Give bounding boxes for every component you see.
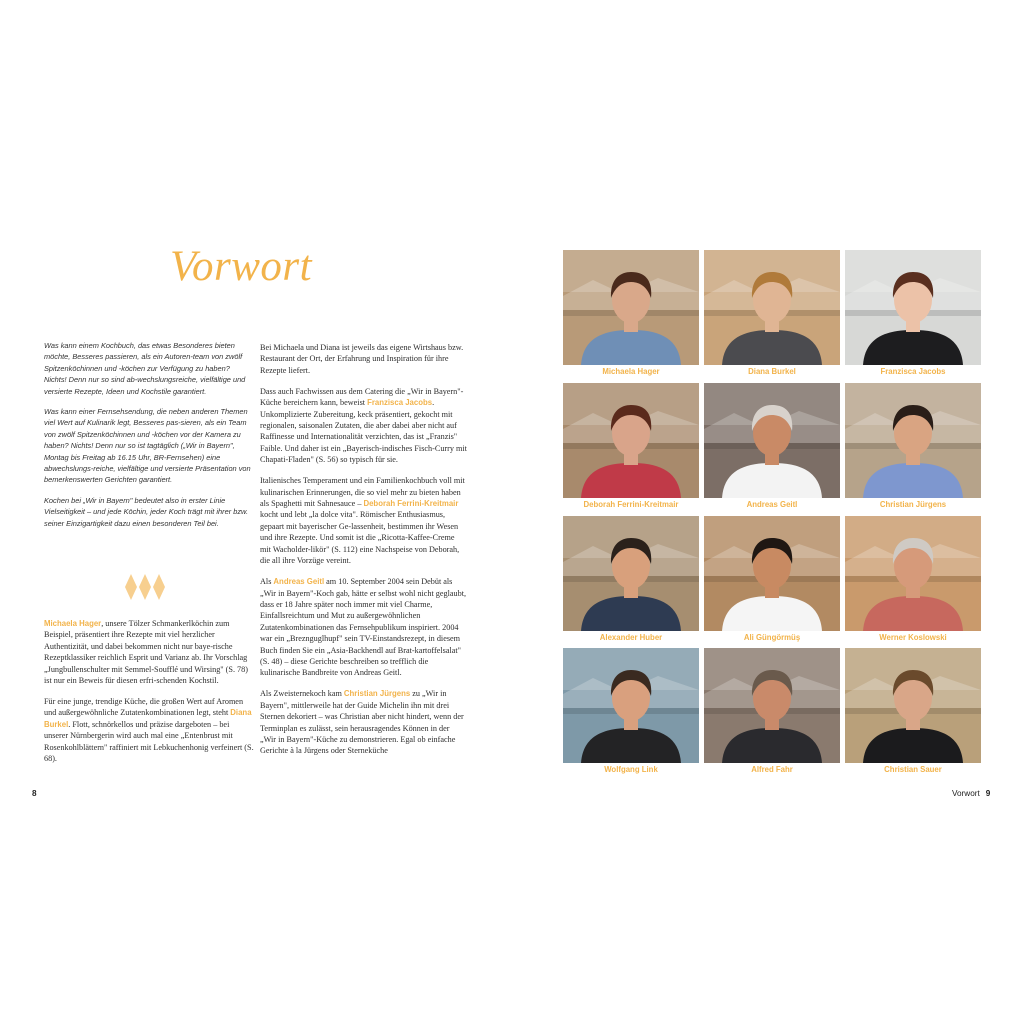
running-footer: [952, 789, 990, 798]
chef-name-highlight: Andreas Geitl: [273, 577, 325, 587]
chef-name-caption: Diana Burkel: [748, 367, 796, 376]
intro-paragraph: Was kann einer Fernsehsendung, die neben anderen Themen viel Wert auf Kulinarik legt, Besseres pas-sieren, als ein Team von zwölf Spitzenköchinnen und -köchen vor der Kamera zu haben? Nichts! Denn nur so ist tagtäglich („Wir in Bayern", Montag bis Freitag ab 16.15 Uhr, BR-Fernsehen) eine abwechslungs-reiche, vielfältige und versierte Präsentation von bemerkenswerten Gerichten garantiert.: [44, 407, 251, 485]
page-number-right: 9: [985, 789, 991, 798]
chef-portrait: [704, 516, 840, 631]
chef-card: [563, 516, 699, 648]
body-paragraph: Dass auch Fachwissen aus dem Catering die „Wir in Bayern"-Küche bereichern kann, beweist Franzisca Jacobs. Unkomplizierte Zubereitung, keck präsentiert, gekocht mit regionalen, saisonalen Zutaten, die aber dabei aber nicht auf Raffinesse und Internationalität verzichten, das ist „Franzis" Faible. Und daher ist ein „Bayerisch-indisches Fisch-Curry mit Chapati-Fladen" (S. 56) so typisch für sie.: [260, 386, 467, 465]
body-column-left: [44, 618, 254, 774]
chef-card: [704, 383, 840, 515]
chef-name-caption: Ali Güngörmüş: [743, 633, 801, 642]
chef-name-highlight: Deborah Ferrini-Kreitmair: [363, 499, 459, 509]
chef-card: [845, 250, 981, 382]
page-number-left: 8: [32, 789, 37, 798]
chef-name-caption: Werner Koslowski: [879, 633, 947, 642]
chef-name-caption: Deborah Ferrini-Kreitmair: [583, 500, 679, 509]
chef-name-highlight: Franzisca Jacobs: [367, 398, 433, 408]
body-column-right: [260, 342, 467, 766]
running-footer-label: Vorwort: [952, 789, 980, 798]
chef-portrait: [704, 648, 840, 763]
body-paragraph: Michaela Hager, unsere Tölzer Schmankerlköchin zum Beispiel, präsentiert ihre Rezepte mit viel herzlicher Authentizität, und dabei bekommen nicht nur baye-rische Rezeptklassiker reichlich Esprit und Varianz ab. Ihr Vorschlag „Jungbullenschulter mit Semmel-Soufflé und Wirsing" (S. 78) ist nur ein Beweis für diesen erfri-schenden Kochstil.: [44, 619, 248, 686]
chef-name-caption: Michaela Hager: [602, 367, 660, 376]
chef-portrait: [563, 383, 699, 498]
chef-portrait: [563, 250, 699, 365]
intro-column: [44, 340, 251, 538]
chef-name-highlight: Michaela Hager: [44, 619, 102, 628]
body-paragraph: Für eine junge, trendige Küche, die großen Wert auf Aromen und außergewöhnliche Zutatenkombinationen legt, steht Diana Burkel. Flott, schnörkellos und präzise dargeboten – bei unserer Nürnbergerin wird auch mal eine „Entenbrust mit Rosenkohlblättern" raffiniert mit Lebkuchenhonig verfeinert (S. 68).: [44, 697, 254, 764]
chef-name-caption: Alexander Huber: [599, 633, 663, 642]
chef-name-caption: Andreas Geitl: [746, 500, 798, 509]
chef-card: [845, 516, 981, 648]
chef-portrait: [704, 250, 840, 365]
chef-name-highlight: Christian Jürgens: [343, 689, 411, 699]
chef-card: [563, 648, 699, 780]
chef-card: [704, 250, 840, 382]
intro-paragraph: Was kann einem Kochbuch, das etwas Besonderes bieten möchte, Besseres passieren, als ein Autoren-team von zwölf Spitzenköchinnen und -köchen zur Verfügung zu haben? Nichts! Denn nur so sind ab-wechslungsreiche, vielfältige und versierte Rezepte, Ideen und Kochstile garantiert.: [44, 341, 246, 396]
body-paragraph: Italienisches Temperament und ein Familienkochbuch voll mit kulinarischen Erinnerungen, die so viel mehr zu bieten haben als Spaghetti mit Sahnesauce – Deborah Ferrini-Kreitmair kocht und lebt „la dolce vita". Römischer Enthusiasmus, gepaart mit bayerischer Ge-lassenheit, bestimmen ihr Wesen und ihre Rezepte. Und somit ist die „Ricotta-Kaffee-Creme mit Wacholder-likör" (S. 112) eine Nachspeise von Deborah, die all ihre Vorzüge vereint.: [260, 476, 465, 566]
chef-card: [845, 383, 981, 515]
chef-portrait: [845, 516, 981, 631]
chef-card: [563, 250, 699, 382]
page-title: Vorwort: [170, 243, 313, 290]
chef-portrait: [845, 648, 981, 763]
chef-card: [845, 648, 981, 780]
intro-paragraph: Kochen bei „Wir in Bayern" bedeutet also in erster Linie Vielseitigkeit – und jede Köchin, jeder Koch trägt mit ihrer bzw. seiner Einzigartigkeit dazu einen besonderen Teil bei.: [44, 495, 249, 528]
chef-name-highlight: Diana Burkel: [44, 708, 252, 729]
chef-photo-grid: [563, 250, 981, 780]
chef-card: [704, 648, 840, 780]
body-paragraph: Als Zweisternekoch kam Christian Jürgens zu „Wir in Bayern", mittlerweile hat der Guide Michelin ihn mit drei Sternen dekoriert – was Christian aber nicht hindert, wenn der Terminplan es zulässt, sein herausragendes Können in der „Wir in Bayern"-Küche zu demonstrieren. Egal ob einfache Gerichte à la Jürgens oder Sterneküche: [260, 689, 464, 756]
chef-portrait: [563, 516, 699, 631]
chef-portrait: [704, 383, 840, 498]
chef-name-caption: Christian Jürgens: [879, 500, 947, 509]
chef-portrait: [845, 383, 981, 498]
chef-name-caption: Franzisca Jacobs: [880, 367, 946, 376]
chef-portrait: [563, 648, 699, 763]
chef-name-caption: Christian Sauer: [884, 765, 942, 774]
chef-name-caption: Wolfgang Link: [604, 765, 658, 774]
chef-name-caption: Alfred Fahr: [751, 765, 793, 774]
chef-portrait: [845, 250, 981, 365]
diamond-ornament-icon: [124, 572, 166, 602]
body-paragraph: Als Andreas Geitl am 10. September 2004 sein Debüt als „Wir in Bayern"-Koch gab, hätte er selbst wohl nicht geglaubt, dass er 18 Jahre später noch immer mit viel Charme, Einfallsreichtum und Mut zu außergewöhnlichen Zutatenkombinationen das Fernsehpublikum inspiriert. 2004 war ein „Breznguglhupf" sein TV-Einstandsrezept, in diesem Buch finden Sie ein „Asia-Backhendl auf Brat-kartoffelsalat" (S. 48) – diese Gerichte beschreiben so trefflich die kulinarische Bandbreite von Andreas Geitl.: [260, 577, 467, 678]
body-paragraph: Bei Michaela und Diana ist jeweils das eigene Wirtshaus bzw. Restaurant der Ort, der Erfahrung und Inspiration für ihre Rezepte liefert.: [260, 343, 464, 375]
chef-card: [563, 383, 699, 515]
chef-card: [704, 516, 840, 648]
